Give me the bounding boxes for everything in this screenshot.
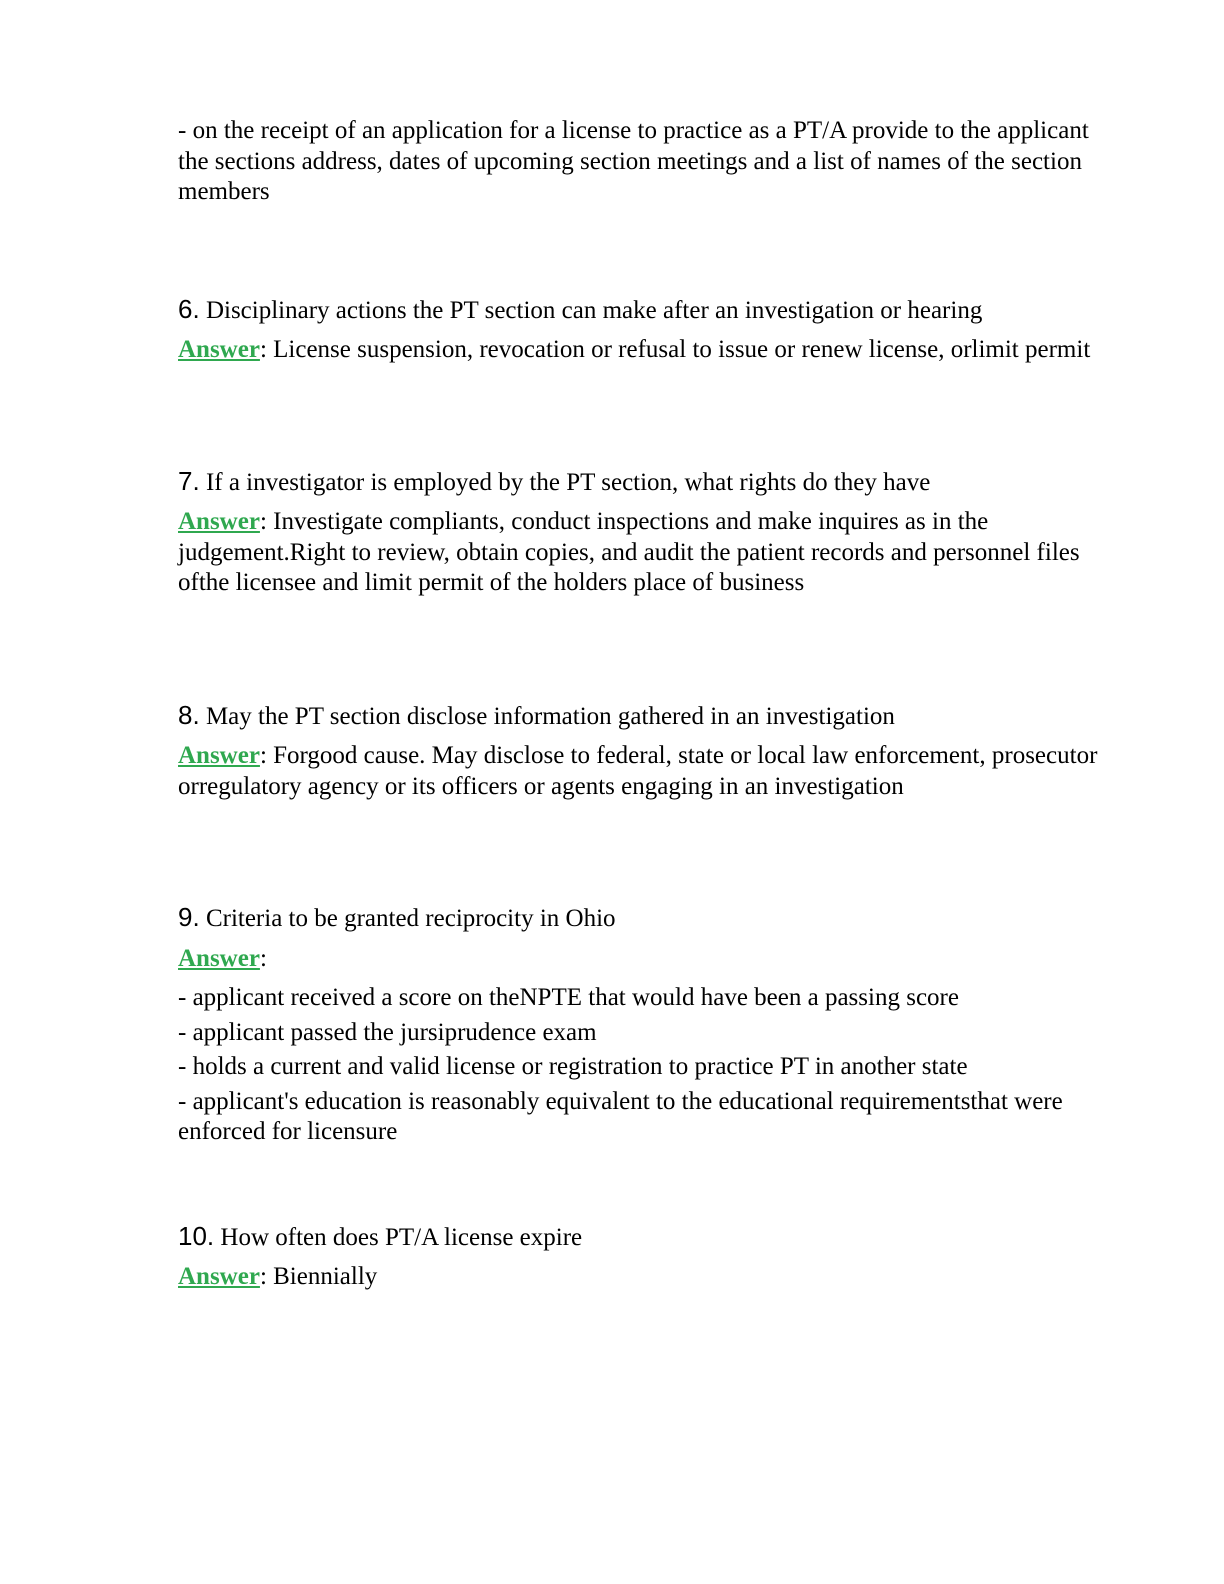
answer-6 (178, 335, 1118, 366)
question-text: How often does PT/A license expire (214, 1223, 583, 1251)
answer-label: Answer (178, 508, 260, 535)
question-block-10 (178, 1221, 1118, 1293)
question-text: May the PT section disclose information gathered in an investigation (199, 702, 895, 730)
criteria-item: - applicant received a score on theNPTE that would have been a passing score (178, 984, 959, 1011)
criteria-list (178, 983, 1118, 1148)
answer-9 (178, 944, 1118, 975)
criteria-item: - applicant passed the jursiprudence exam (178, 1018, 597, 1046)
question-text: Criteria to be granted reciprocity in Ohio (199, 905, 616, 932)
answer-label: Answer (178, 742, 260, 769)
question-block-9 (178, 902, 1118, 1148)
answer-text: : Investigate compliants, conduct inspections and make inquires as in the judgement.Right to review, obtain copies, and audit the patient records and personnel files ofthe licensee and limit permit of the holders place of business (178, 508, 1080, 596)
question-9 (178, 902, 1118, 935)
answer-10 (178, 1262, 1118, 1293)
question-8 (178, 700, 1118, 733)
question-block-8 (178, 700, 1118, 803)
question-6 (178, 294, 1118, 327)
question-number: 6. (178, 293, 200, 324)
answer-7 (178, 507, 1118, 599)
question-number: 9. (178, 902, 200, 932)
answer-8 (178, 741, 1118, 802)
lead-paragraph: - on the receipt of an application for a license to practice as a PT/A provide to the applicant the sections address, dates of upcoming section meetings and a list of names of the section members (178, 117, 1089, 205)
answer-label: Answer (178, 336, 260, 363)
question-text: If a investigator is employed by the PT section, what rights do they have (199, 468, 931, 496)
question-block-6 (178, 294, 1118, 366)
answer-label: Answer (178, 944, 260, 972)
question-number: 7. (178, 465, 200, 496)
criteria-item: - applicant's education is reasonably equivalent to the educational requirementsthat were enforced for licensure (178, 1087, 1063, 1145)
answer-text: : (259, 944, 267, 972)
question-text: Disciplinary actions the PT section can make after an investigation or hearing (199, 296, 983, 324)
answer-label: Answer (178, 1263, 260, 1290)
question-10 (178, 1221, 1118, 1254)
question-number: 8. (178, 699, 200, 730)
answer-text: : Biennially (259, 1263, 378, 1290)
question-block-7 (178, 466, 1118, 599)
answer-text: : License suspension, revocation or refusal to issue or renew license, orlimit permit (259, 336, 1091, 363)
criteria-item: - holds a current and valid license or registration to practice PT in another state (178, 1053, 968, 1080)
document-content (178, 116, 1118, 1293)
answer-text: : Forgood cause. May disclose to federal, state or local law enforcement, prosecutor orregulatory agency or its officers or agents engaging in an investigation (178, 742, 1098, 800)
question-7 (178, 466, 1118, 499)
question-number: 10. (178, 1220, 215, 1251)
